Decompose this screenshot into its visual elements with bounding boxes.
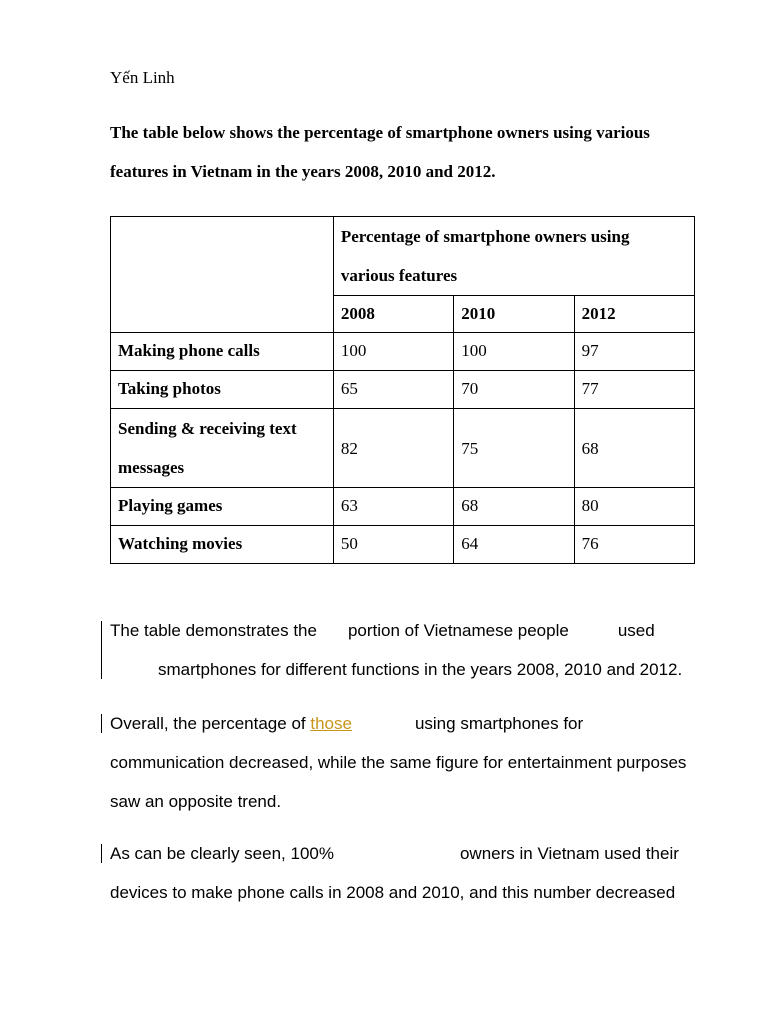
value-cell: 97 bbox=[574, 333, 694, 371]
table-row bbox=[111, 333, 695, 371]
paragraph-1-line1: The table demonstrates the portion of Vietnamese people used bbox=[110, 621, 655, 640]
header-title-cell bbox=[333, 217, 694, 296]
paragraph-3[interactable] bbox=[110, 834, 730, 912]
feature-label-line1: Sending & receiving text bbox=[118, 419, 297, 438]
value-cell: 100 bbox=[454, 333, 574, 371]
paragraph-3-line1: As can be clearly seen, 100% owners in Vietnam used their bbox=[110, 844, 679, 863]
feature-label: Taking photos bbox=[111, 371, 334, 409]
comment-link[interactable]: those bbox=[310, 714, 352, 733]
paragraph-1-line2: smartphones for different functions in the years 2008, 2010 and 2012. bbox=[158, 660, 683, 679]
table-row bbox=[111, 409, 695, 488]
author-name: Yến Linh bbox=[110, 68, 175, 87]
feature-label bbox=[111, 409, 334, 488]
header-title-line1: Percentage of smartphone owners using bbox=[340, 227, 630, 246]
value-cell: 64 bbox=[454, 526, 574, 564]
data-table bbox=[110, 216, 695, 564]
value-cell: 82 bbox=[333, 409, 453, 488]
value-cell: 75 bbox=[454, 409, 574, 488]
value-cell: 68 bbox=[454, 488, 574, 526]
value-cell: 50 bbox=[333, 526, 453, 564]
value-cell: 100 bbox=[333, 333, 453, 371]
paragraph-3-line2: devices to make phone calls in 2008 and 2010, and this number decreased bbox=[110, 883, 676, 902]
text-cursor-bar bbox=[101, 714, 102, 733]
table-header-row bbox=[111, 217, 695, 296]
table-row bbox=[111, 526, 695, 564]
year-2012-header: 2012 bbox=[574, 296, 694, 333]
value-cell: 70 bbox=[454, 371, 574, 409]
intro-heading: The table below shows the percentage of smartphone owners using various features in Vietnam in the years 2008, 2010 and 2012. bbox=[110, 123, 650, 181]
feature-label: Watching movies bbox=[111, 526, 334, 564]
value-cell: 80 bbox=[574, 488, 694, 526]
year-2010-header: 2010 bbox=[454, 296, 574, 333]
table-row bbox=[111, 488, 695, 526]
value-cell: 63 bbox=[333, 488, 453, 526]
value-cell: 77 bbox=[574, 371, 694, 409]
paragraph-2-line1: Overall, the percentage of those using smartphones for bbox=[110, 714, 584, 733]
paragraph-2-line2: communication decreased, while the same figure for entertainment purposes bbox=[110, 753, 687, 772]
value-cell: 65 bbox=[333, 371, 453, 409]
feature-label: Making phone calls bbox=[111, 333, 334, 371]
paragraph-1[interactable] bbox=[110, 611, 730, 689]
text-cursor-bar bbox=[101, 621, 102, 679]
value-cell: 76 bbox=[574, 526, 694, 564]
header-title-line2: various features bbox=[340, 266, 458, 285]
year-2008-header: 2008 bbox=[333, 296, 453, 333]
paragraph-2-line3: saw an opposite trend. bbox=[110, 792, 282, 811]
paragraph-2[interactable] bbox=[110, 704, 730, 821]
feature-label: Playing games bbox=[111, 488, 334, 526]
empty-corner-cell bbox=[111, 217, 334, 333]
feature-label-line2: messages bbox=[118, 458, 185, 477]
text-cursor-bar bbox=[101, 844, 102, 863]
table-row bbox=[111, 371, 695, 409]
value-cell: 68 bbox=[574, 409, 694, 488]
